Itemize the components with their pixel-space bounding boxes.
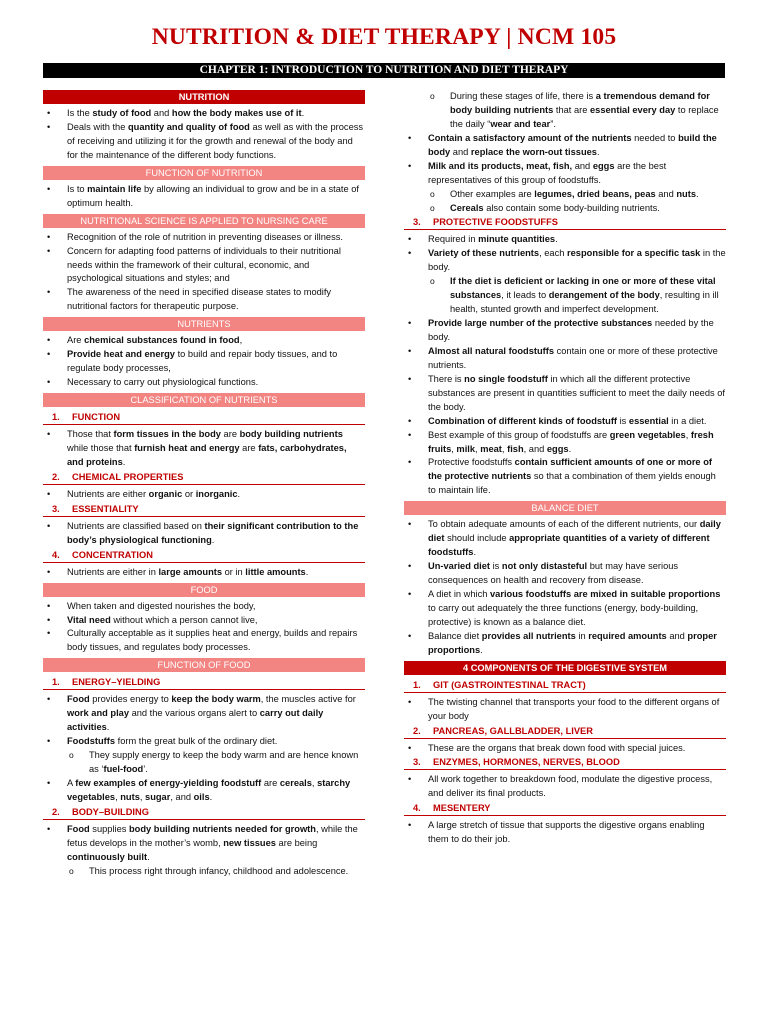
list-subitem: o Cereals also contain some body-building nutrients. (404, 202, 726, 216)
section-header-food: FOOD (43, 583, 365, 597)
nutrition-list (43, 107, 365, 163)
section-header-balance-diet: BALANCE DIET (404, 501, 726, 515)
protective-list (404, 233, 726, 498)
section-header-function-of-food: FUNCTION OF FOOD (43, 658, 365, 672)
list-item: • Combination of different kinds of foodstuff is essential in a diet. (404, 415, 726, 429)
list-subitem: o If the diet is deficient or lacking in one or more of these vital substances, it leads to derangement of the body, resulting in ill health, stunted growth and imperfect development. (404, 275, 726, 317)
list-item: • Concern for adapting food patterns of individuals to their nutritional needs within the framework of their cultural, economic, and psychological situations and styles; and (43, 245, 365, 287)
subheading-protective-foodstuffs: 3. PROTECTIVE FOODSTUFFS (404, 215, 726, 230)
left-column (43, 90, 365, 879)
list-item: • Foodstuffs form the great bulk of the ordinary diet. (43, 735, 365, 749)
subheading-git: 1. GIT (GASTROINTESTINAL TRACT) (404, 678, 726, 693)
section-header-nutrients: NUTRIENTS (43, 317, 365, 331)
section-header-nursing-care: NUTRITIONAL SCIENCE IS APPLIED TO NURSING CARE (43, 214, 365, 228)
section-header-nutrition: NUTRITION (43, 90, 365, 104)
list-item: • The twisting channel that transports your food to the different organs of your body (404, 696, 726, 724)
list-item: • Un-varied diet is not only distasteful but may have serious consequences on health and recovery from disease. (404, 560, 726, 588)
mesentery-list (404, 819, 726, 847)
list-item: • Culturally acceptable as it supplies heat and energy, builds and repairs body tissues, and regulates body processes. (43, 627, 365, 655)
subheading-organs: 2. PANCREAS, GALLBLADDER, LIVER (404, 724, 726, 739)
list-item: • To obtain adequate amounts of each of the different nutrients, our daily diet should include appropriate quantities of a variety of different foodstuffs. (404, 518, 726, 560)
list-item: • Required in minute quantities. (404, 233, 726, 247)
list-item: • Food provides energy to keep the body warm, the muscles active for work and play and the various organs alert to carry out daily activities. (43, 693, 365, 735)
subheading-concentration: 4. CONCENTRATION (43, 548, 365, 563)
list-item: • All work together to breakdown food, modulate the digestive process, and deliver its final products. (404, 773, 726, 801)
list-item: • There is no single foodstuff in which all the different protective substances are present in quantities sufficient to meet the daily needs of the body. (404, 373, 726, 415)
list-item: • Nutrients are either organic or inorganic. (43, 488, 365, 502)
list-item: • Contain a satisfactory amount of the nutrients needed to build the body and replace the worn-out tissues. (404, 132, 726, 160)
food-list (43, 600, 365, 656)
list-item: • Nutrients are either in large amounts or in little amounts. (43, 566, 365, 580)
list-item: • Food supplies body building nutrients needed for growth, while the fetus develops in the mother’s womb, new tissues are being continuously built. (43, 823, 365, 865)
list-item: • These are the organs that break down food with special juices. (404, 742, 726, 756)
list-item: • Recognition of the role of nutrition in preventing diseases or illness. (43, 231, 365, 245)
nursing-care-list (43, 231, 365, 315)
git-list (404, 696, 726, 724)
enzymes-list (404, 773, 726, 801)
list-item: • A diet in which various foodstuffs are mixed in suitable proportions to carry out adequately the three functions (energy, body-building, protective) is known as a balance diet. (404, 588, 726, 630)
function-list (43, 428, 365, 470)
list-item: • Necessary to carry out physiological functions. (43, 376, 365, 390)
list-item: • Provide heat and energy to build and repair body tissues, and to regulate body processes, (43, 348, 365, 376)
list-item: • Provide large number of the protective substances needed by the body. (404, 317, 726, 345)
list-item: • Those that form tissues in the body are body building nutrients while those that furnish heat and energy are fats, carbohydrates, and proteins. (43, 428, 365, 470)
page-title: NUTRITION & DIET THERAPY | NCM 105 (151, 24, 617, 50)
list-item: • When taken and digested nourishes the body, (43, 600, 365, 614)
list-item: • A few examples of energy-yielding foodstuff are cereals, starchy vegetables, nuts, sugar, and oils. (43, 777, 365, 805)
section-header-digestive-system: 4 COMPONENTS OF THE DIGESTIVE SYSTEM (404, 661, 726, 675)
section-header-classification: CLASSIFICATION OF NUTRIENTS (43, 393, 365, 407)
balance-diet-list (404, 518, 726, 657)
nutrients-list (43, 334, 365, 390)
chapter-heading: CHAPTER 1: INTRODUCTION TO NUTRITION AND DIET THERAPY (43, 63, 725, 78)
list-item: • A large stretch of tissue that supports the digestive organs enabling them to do their job. (404, 819, 726, 847)
function-of-nutrition-list (43, 183, 365, 211)
subheading-mesentery: 4. MESENTERY (404, 801, 726, 816)
list-item: • Almost all natural foodstuffs contain one or more of these protective nutrients. (404, 345, 726, 373)
essentiality-list (43, 520, 365, 548)
list-subitem: o This process right through infancy, childhood and adolescence. (43, 865, 365, 879)
list-item: • Is to maintain life by allowing an individual to grow and be in a state of optimum health. (43, 183, 365, 211)
subheading-energy-yielding: 1. ENERGY–YIELDING (43, 675, 365, 690)
list-subitem: o During these stages of life, there is a tremendous demand for body building nutrients that are essential every day to replace the daily “wear and tear”. (404, 90, 726, 132)
list-item: • Protective foodstuffs contain sufficient amounts of one or more of the protective nutrients so that a combination of them yields enough to maintain life. (404, 456, 726, 498)
list-item: • Milk and its products, meat, fish, and eggs are the best representatives of this group of foodstuffs. (404, 160, 726, 188)
list-item: • Nutrients are classified based on their significant contribution to the body’s physiological functioning. (43, 520, 365, 548)
list-subitem: o Other examples are legumes, dried beans, peas and nuts. (404, 188, 726, 202)
body-building-continued-list (404, 90, 726, 215)
list-item: • Best example of this group of foodstuffs are green vegetables, fresh fruits, milk, meat, fish, and eggs. (404, 429, 726, 457)
body-building-list (43, 823, 365, 879)
list-item: • Is the study of food and how the body makes use of it. (43, 107, 365, 121)
energy-list (43, 693, 365, 805)
concentration-list (43, 566, 365, 580)
section-header-function-of-nutrition: FUNCTION OF NUTRITION (43, 166, 365, 180)
list-item: • Variety of these nutrients, each responsible for a specific task in the body. (404, 247, 726, 275)
list-item: • Deals with the quantity and quality of food as well as with the process of receiving and utilizing it for the growth and renewal of the body and for the maintenance of the different body functions. (43, 121, 365, 163)
subheading-body-building: 2. BODY–BUILDING (43, 805, 365, 820)
subheading-enzymes: 3. ENZYMES, HORMONES, NERVES, BLOOD (404, 755, 726, 770)
subheading-function: 1. FUNCTION (43, 410, 365, 425)
subheading-chemical-properties: 2. CHEMICAL PROPERTIES (43, 470, 365, 485)
organs-list (404, 742, 726, 756)
list-subitem: o They supply energy to keep the body warm and are hence known as ‘fuel-food’. (43, 749, 365, 777)
list-item: • Are chemical substances found in food, (43, 334, 365, 348)
list-item: • The awareness of the need in specified disease states to modify nutritional factors for therapeutic purpose. (43, 286, 365, 314)
list-item: • Balance diet provides all nutrients in required amounts and proper proportions. (404, 630, 726, 658)
list-item: • Vital need without which a person cannot live, (43, 614, 365, 628)
subheading-essentiality: 3. ESSENTIALITY (43, 502, 365, 517)
right-column (404, 90, 726, 847)
chemical-list (43, 488, 365, 502)
